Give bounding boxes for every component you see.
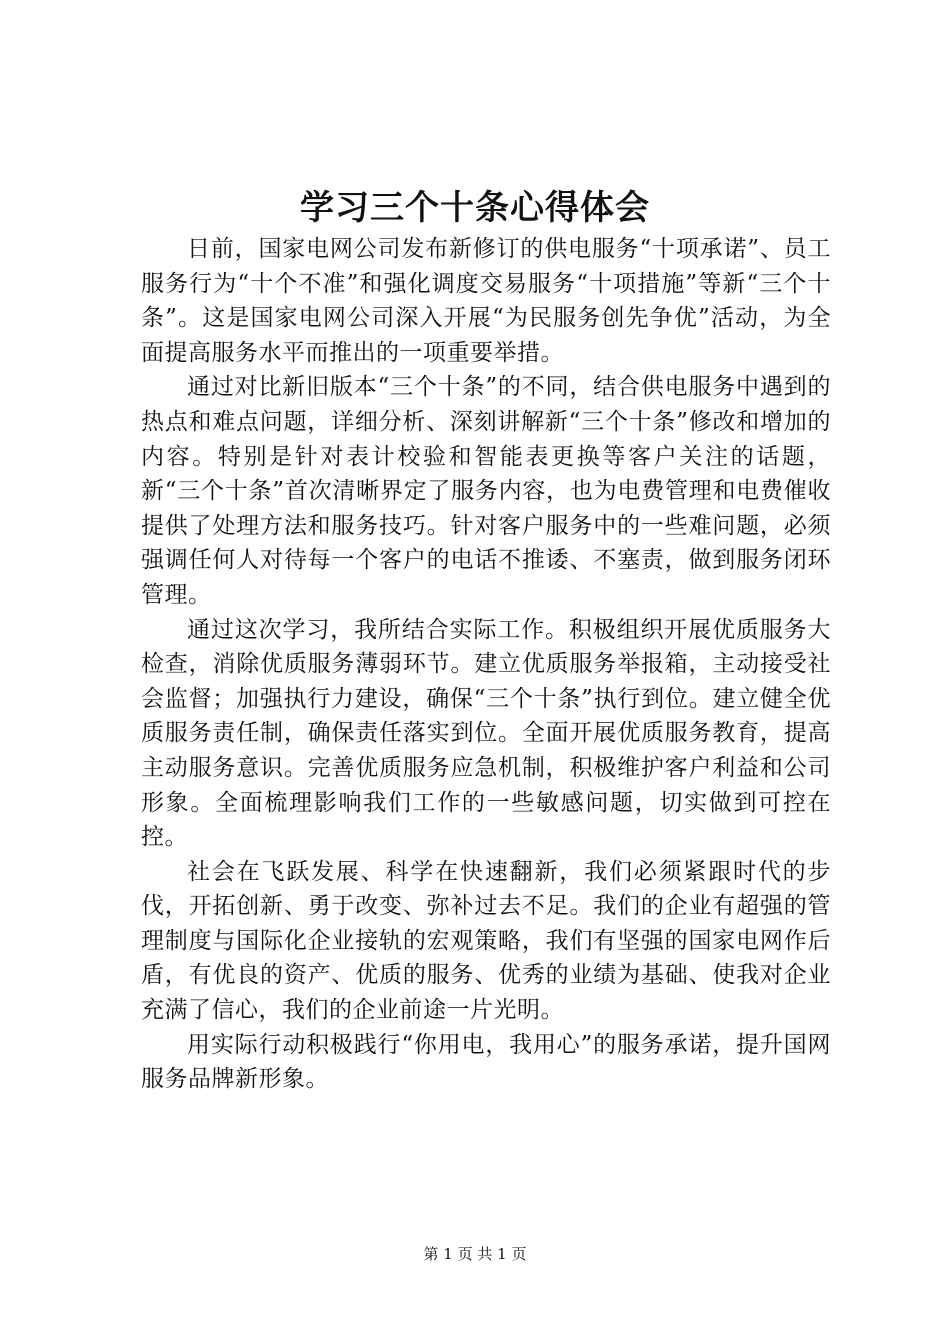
paragraph-4: 社会在飞跃发展、科学在快速翻新，我们必须紧跟时代的步伐，开拓创新、勇于改变、弥补过去不足。我们的企业有超强的管理制度与国际化企业接轨的宏观策略，我们有坚强的国家电网作后盾，有优良的资产、优质的服务、优秀的业绩为基础、使我对企业充满了信心，我们的企业前途一片光明。: [141, 858, 831, 1024]
document-title: 学习三个十条心得体会: [300, 188, 650, 228]
paragraph-5: 用实际行动积极践行“你用电，我用心”的服务承诺，提升国网服务品牌新形象。: [141, 1031, 831, 1093]
paragraph-3: 通过这次学习，我所结合实际工作。积极组织开展优质服务大检查，消除优质服务薄弱环节。建立优质服务举报箱，主动接受社会监督；加强执行力建设，确保“三个十条”执行到位。建立健全优质服务责任制，确保责任落实到位。全面开展优质服务教育，提高主动服务意识。完善优质服务应急机制，积极维护客户利益和公司形象。全面梳理影响我们工作的一些敏感问题，切实做到可控在控。: [141, 616, 831, 851]
page-number-footer: 第 1 页 共 1 页: [423, 1245, 527, 1263]
paragraph-1: 日前，国家电网公司发布新修订的供电服务“十项承诺”、员工服务行为“十个不准”和强化调度交易服务“十项措施”等新“三个十条”。这是国家电网公司深入开展“为民服务创先争优”活动，为全面提高服务水平而推出的一项重要举措。: [141, 236, 831, 366]
paragraph-2: 通过对比新旧版本“三个十条”的不同，结合供电服务中遇到的热点和难点问题，详细分析、深刻讲解新“三个十条”修改和增加的内容。特别是针对表计校验和智能表更换等客户关注的话题，新“三个十条”首次清晰界定了服务内容，也为电费管理和电费催收提供了处理方法和服务技巧。针对客户服务中的一些难问题，必须强调任何人对待每一个客户的电话不推诿、不塞责，做到服务闭环管理。: [141, 374, 831, 608]
document-body: [141, 232, 831, 1097]
